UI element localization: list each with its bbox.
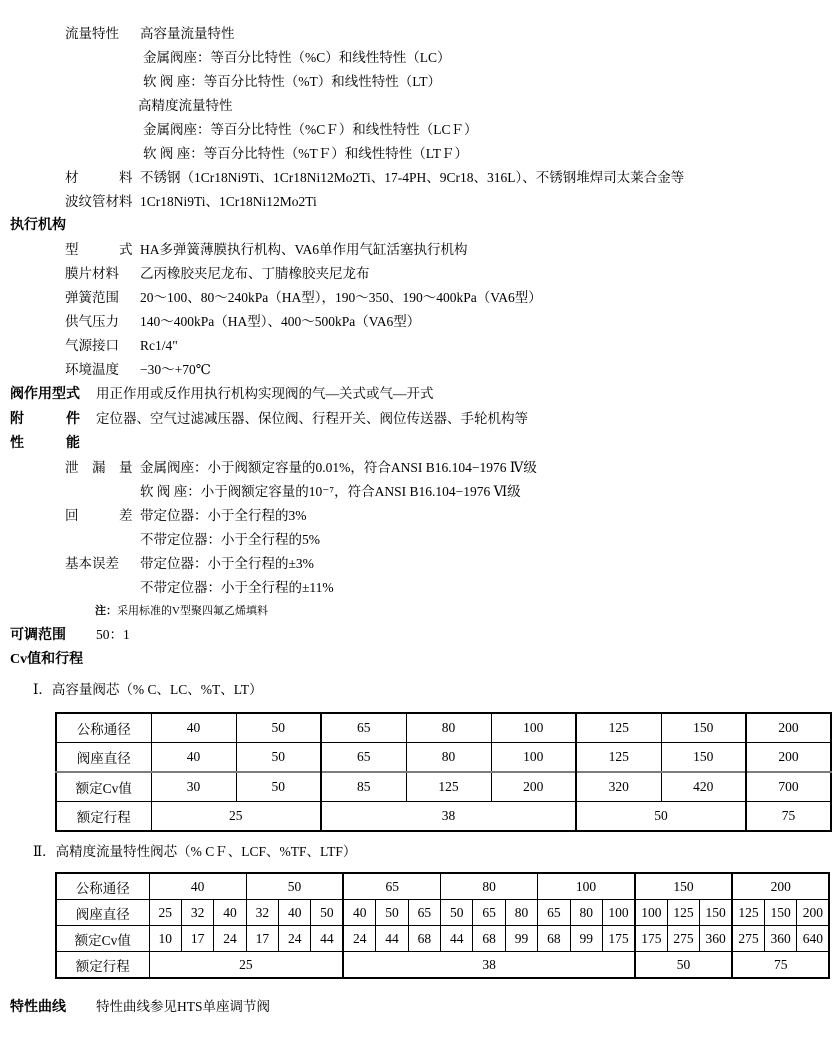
- table1-caption: [0, 678, 838, 702]
- table-cell: 50: [311, 900, 343, 926]
- supply-pressure: [0, 310, 838, 334]
- table-cell: 360: [764, 926, 796, 952]
- packing-note-label: 注：: [95, 605, 117, 617]
- table-cell: 80: [441, 873, 538, 900]
- table-cell: 150: [700, 900, 732, 926]
- table-cell: 80: [406, 713, 491, 743]
- table-cell: 65: [343, 873, 440, 900]
- material-label: 材 料: [65, 170, 133, 185]
- table-row: [56, 873, 829, 900]
- diaphragm-material-label: 膜片材料: [65, 266, 119, 281]
- table-cell: 44: [376, 926, 408, 952]
- basic-error-no-positioner: [0, 576, 838, 600]
- flow-characteristic-text: 高容量流量特性: [140, 26, 235, 41]
- table-cell: 200: [746, 713, 831, 743]
- table-cell: 99: [505, 926, 537, 952]
- leakage: [0, 456, 838, 480]
- air-connection-label: 气源接口: [65, 338, 119, 353]
- table-row: [56, 926, 829, 952]
- rangeability: [0, 623, 838, 648]
- table-cell: 44: [311, 926, 343, 952]
- actuator-heading-text: 执行机构: [10, 218, 66, 233]
- table-cell: 200: [746, 743, 831, 773]
- valve-action-type-label: 阀作用型式: [10, 387, 80, 402]
- spring-range-text: 20～100、80～240kPa（HA型），190～350、190～400kPa（VA6型）: [140, 290, 542, 305]
- leakage-soft-seat-text: 软 阀 座：小于阀额定容量的10⁻⁷，符合ANSI B16.104−1976 Ⅵ级: [140, 484, 521, 499]
- cv-and-stroke-heading-text: Cv值和行程: [10, 652, 84, 667]
- actuator-type: [0, 238, 838, 262]
- flow-char-soft-seat: [0, 70, 838, 94]
- table-cell: 80: [570, 900, 602, 926]
- table-cell: 125: [406, 772, 491, 802]
- table-cell: 65: [408, 900, 440, 926]
- leakage-soft-seat: [0, 480, 838, 504]
- table-cell: 65: [321, 743, 406, 773]
- flow-characteristic-label: 流量特性: [65, 26, 119, 41]
- table-cell: 50: [246, 873, 343, 900]
- ambient-temperature-label: 环境温度: [65, 362, 119, 377]
- table-cell: 175: [635, 926, 667, 952]
- table-cell: 25: [149, 952, 343, 979]
- row-header: 公称通径: [56, 873, 149, 900]
- table-cell: 275: [667, 926, 699, 952]
- leakage-label: 泄 漏 量: [65, 460, 133, 475]
- table-cell: 125: [732, 900, 764, 926]
- table-cell: 68: [408, 926, 440, 952]
- bellows-material-label: 波纹管材料: [65, 194, 133, 209]
- table-cell: 10: [149, 926, 181, 952]
- bellows-material: [0, 190, 838, 214]
- table-cell: 100: [491, 713, 576, 743]
- row-header: 额定行程: [56, 952, 149, 979]
- table-cell: 50: [576, 802, 746, 832]
- table-cell: 125: [576, 713, 661, 743]
- table-row: [56, 713, 831, 743]
- row-header: 额定Cv值: [56, 772, 151, 802]
- flow-char-metal-seat-text: 金属阀座：等百分比特性（%C）和线性特性（LC）: [143, 50, 451, 65]
- spring-range: [0, 286, 838, 310]
- hysteresis-no-positioner-text: 不带定位器：小于全行程的5%: [140, 532, 320, 547]
- basic-error-text: 带定位器：小于全行程的±3%: [140, 556, 314, 571]
- material: [0, 166, 838, 190]
- table-cell: 640: [797, 926, 829, 952]
- table-row: [56, 952, 829, 979]
- table-cell: 275: [732, 926, 764, 952]
- ambient-temperature: [0, 358, 838, 382]
- flow-characteristic: [0, 22, 838, 46]
- table-cell: 25: [149, 900, 181, 926]
- table-cell: 40: [279, 900, 311, 926]
- table-cell: 65: [538, 900, 570, 926]
- table-cell: 175: [603, 926, 635, 952]
- basic-error-no-positioner-text: 不带定位器：小于全行程的±11%: [140, 580, 334, 595]
- hysteresis-text: 带定位器：小于全行程的3%: [140, 508, 307, 523]
- table-cell: 40: [214, 900, 246, 926]
- table-row: [56, 743, 831, 773]
- table-cell: 50: [441, 900, 473, 926]
- table-cell: 85: [321, 772, 406, 802]
- performance-heading: [0, 432, 838, 456]
- table-cell: 32: [181, 900, 213, 926]
- table-cell: 200: [732, 873, 829, 900]
- flow-char-metal-seat-f-text: 金属阀座：等百分比特性（%CＦ）和线性特性（LCＦ）: [143, 122, 478, 137]
- table-cell: 100: [635, 900, 667, 926]
- table-cell: 68: [473, 926, 505, 952]
- high-capacity-cv-stroke-table: [55, 712, 832, 832]
- table-cell: 17: [246, 926, 278, 952]
- table-cell: 40: [149, 873, 246, 900]
- hysteresis: [0, 504, 838, 528]
- table-cell: 50: [236, 772, 321, 802]
- table-cell: 38: [343, 952, 635, 979]
- table-cell: 68: [538, 926, 570, 952]
- table-cell: 25: [151, 802, 321, 832]
- actuator-type-label: 型 式: [65, 242, 133, 257]
- table-cell: 100: [491, 743, 576, 773]
- table-cell: 40: [151, 743, 236, 773]
- valve-action-type: [0, 382, 838, 407]
- basic-error: [0, 552, 838, 576]
- document-body: [0, 22, 838, 1020]
- row-header: 公称通径: [56, 713, 151, 743]
- row-header: 阀座直径: [56, 900, 149, 926]
- row-header: 阀座直径: [56, 743, 151, 773]
- table-cell: 30: [151, 772, 236, 802]
- table-row: [56, 772, 831, 802]
- table-cell: 150: [635, 873, 732, 900]
- table-cell: 150: [661, 743, 746, 773]
- flow-char-metal-seat-f: [0, 118, 838, 142]
- table-cell: 17: [181, 926, 213, 952]
- table-cell: 50: [376, 900, 408, 926]
- flow-char-high-precision: [0, 94, 838, 118]
- packing-note: [0, 600, 838, 623]
- table-cell: 40: [151, 713, 236, 743]
- accessories-text: 定位器、空气过滤减压器、保位阀、行程开关、阀位传送器、手轮机构等: [96, 411, 528, 426]
- hysteresis-no-positioner: [0, 528, 838, 552]
- hysteresis-label: 回 差: [65, 508, 133, 523]
- table2-caption: [0, 840, 838, 864]
- characteristic-curve-label: 特性曲线: [10, 1000, 66, 1015]
- table-cell: 50: [236, 713, 321, 743]
- spring-range-label: 弹簧范围: [65, 290, 119, 305]
- row-header: 额定Cv值: [56, 926, 149, 952]
- table-row: [56, 900, 829, 926]
- table-cell: 320: [576, 772, 661, 802]
- flow-char-soft-seat-f-text: 软 阀 座：等百分比特性（%TＦ）和线性特性（LTＦ）: [143, 146, 468, 161]
- characteristic-curve: [0, 995, 838, 1020]
- packing-note-text: 采用标准的V型聚四氟乙烯填料: [117, 605, 268, 617]
- table-cell: 40: [343, 900, 375, 926]
- table-cell: 32: [246, 900, 278, 926]
- table-cell: 75: [732, 952, 829, 979]
- leakage-text: 金属阀座：小于阀额定容量的0.01%，符合ANSI B16.104−1976 Ⅳ级: [140, 460, 537, 475]
- characteristic-curve-text: 特性曲线参见HTS单座调节阀: [96, 999, 271, 1014]
- cv-and-stroke-heading: [0, 648, 838, 672]
- table-cell: 80: [505, 900, 537, 926]
- table-cell: 24: [279, 926, 311, 952]
- table-cell: 24: [214, 926, 246, 952]
- rangeability-label: 可调范围: [10, 628, 66, 643]
- diaphragm-material: [0, 262, 838, 286]
- air-connection: [0, 334, 838, 358]
- table1-caption-text: Ⅰ．高容量阀芯（% C、LC、%T、LT）: [33, 682, 263, 697]
- table-cell: 75: [746, 802, 831, 832]
- high-precision-cv-stroke-table: [55, 872, 830, 979]
- supply-pressure-label: 供气压力: [65, 314, 119, 329]
- actuator-type-text: HA多弹簧薄膜执行机构、VA6单作用气缸活塞执行机构: [140, 242, 468, 257]
- table-cell: 100: [538, 873, 635, 900]
- basic-error-label: 基本误差: [65, 556, 119, 571]
- flow-char-high-precision-text: 高精度流量特性: [138, 98, 233, 113]
- accessories: [0, 407, 838, 432]
- table-cell: 125: [667, 900, 699, 926]
- performance-heading-text: 性 能: [10, 436, 80, 451]
- air-connection-text: Rc1/4": [140, 338, 178, 353]
- table-cell: 38: [321, 802, 576, 832]
- row-header: 额定行程: [56, 802, 151, 832]
- valve-action-type-text: 用正作用或反作用执行机构实现阀的气—关式或气—开式: [96, 386, 434, 401]
- table-cell: 50: [635, 952, 732, 979]
- table-row: [56, 802, 831, 832]
- table-cell: 125: [576, 743, 661, 773]
- table-cell: 200: [797, 900, 829, 926]
- table-cell: 65: [321, 713, 406, 743]
- ambient-temperature-text: −30～+70℃: [140, 362, 211, 377]
- flow-char-soft-seat-text: 软 阀 座：等百分比特性（%T）和线性特性（LT）: [143, 74, 441, 89]
- table-cell: 50: [236, 743, 321, 773]
- table-cell: 44: [441, 926, 473, 952]
- material-text: 不锈钢（1Cr18Ni9Ti、1Cr18Ni12Mo2Ti、17-4PH、9Cr18、316L）、不锈钢堆焊司太莱合金等: [140, 170, 685, 185]
- table-cell: 700: [746, 772, 831, 802]
- accessories-label: 附 件: [10, 412, 80, 427]
- diaphragm-material-text: 乙丙橡胶夹尼龙布、丁腈橡胶夹尼龙布: [140, 266, 370, 281]
- table-cell: 150: [764, 900, 796, 926]
- actuator-heading: [0, 214, 838, 238]
- rangeability-text: 50：1: [96, 627, 130, 642]
- table-cell: 200: [491, 772, 576, 802]
- table-cell: 80: [406, 743, 491, 773]
- table-cell: 99: [570, 926, 602, 952]
- bellows-material-text: 1Cr18Ni9Ti、1Cr18Ni12Mo2Ti: [140, 194, 317, 209]
- table-cell: 420: [661, 772, 746, 802]
- table-cell: 150: [661, 713, 746, 743]
- table-cell: 24: [343, 926, 375, 952]
- table2-caption-text: Ⅱ．高精度流量特性阀芯（% CＦ、LCF、%TF、LTF）: [33, 844, 357, 859]
- table-cell: 360: [700, 926, 732, 952]
- table-cell: 65: [473, 900, 505, 926]
- flow-char-metal-seat: [0, 46, 838, 70]
- table-cell: 100: [603, 900, 635, 926]
- supply-pressure-text: 140～400kPa（HA型）、400～500kPa（VA6型）: [140, 314, 421, 329]
- flow-char-soft-seat-f: [0, 142, 838, 166]
